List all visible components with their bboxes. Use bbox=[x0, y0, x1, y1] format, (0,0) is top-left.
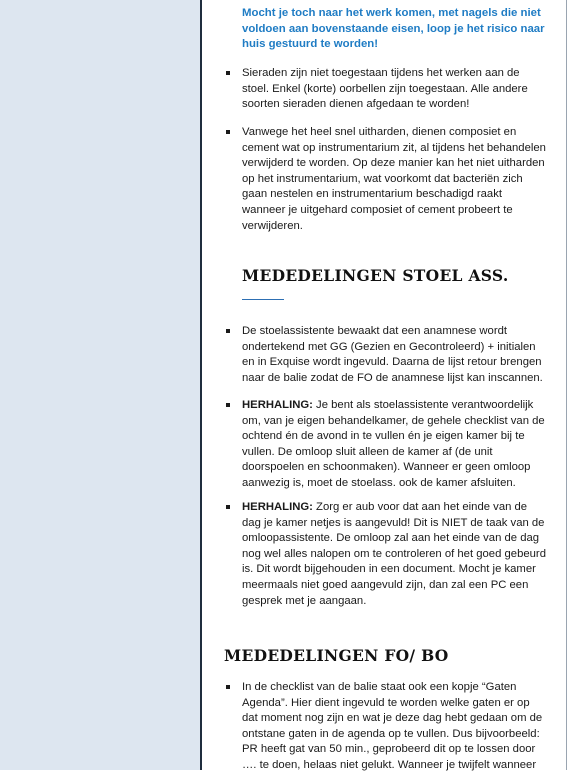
list-item-text: De stoelassistente bewaakt dat een anamnese wordt ondertekend met GG (Gezien en Gecontroleerd) + initialen en in Exquise wordt ingevuld. Daarna de lijst retour brengen naar de balie zodat de FO de anamnese lijst kan inscannen. bbox=[242, 325, 543, 384]
page-edge bbox=[566, 0, 567, 770]
list-item bbox=[226, 398, 548, 492]
herhaling-text: Je bent als stoelassistente verantwoordelijk om, van je eigen behandelkamer, de gehele checklist van de ochtend én de avond in te vullen én je eigen kamer bij te vullen. De omloop sluit alleen de kamer af (de unit doorspoelen en schoonmaken). Wanneer er geen omloop aanwezig is, moet de stoelass. ook de kamer afsluiten. bbox=[242, 399, 545, 489]
left-margin-panel bbox=[0, 0, 200, 770]
section-heading-fo-bo: MEDEDELINGEN FO/ BO bbox=[224, 646, 449, 665]
herhaling-label: HERHALING: bbox=[242, 501, 313, 513]
nail-warning-text: Mocht je toch naar het werk komen, met nagels die niet voldoen aan bovenstaande eisen, loop je het risico naar huis gestuurd te worden! bbox=[242, 7, 545, 51]
bullet-icon bbox=[226, 329, 230, 333]
bullet-icon bbox=[226, 403, 230, 407]
bullet-icon bbox=[226, 505, 230, 509]
list-item bbox=[226, 324, 548, 386]
bullet-icon bbox=[226, 130, 230, 134]
list-item-text: In de checklist van de balie staat ook een kopje “Gaten Agenda”. Hier dient ingevuld te worden welke gaten er op dat moment nog zijn en wat je deze dag hebt gedaan om de ontstane gaten in de agenda op te vullen. Dus bijvoorbeeld: PR heeft gat van 50 min., geprobeerd dit op te lossen door …. te doen, helaas niet gelukt. Wanneer je twijfelt wanneer bbox=[242, 681, 543, 771]
list-item-text bbox=[242, 398, 548, 492]
bullet-icon bbox=[226, 71, 230, 75]
bullet-icon bbox=[226, 685, 230, 689]
list-item-text: Sieraden zijn niet toegestaan tijdens het werken aan de stoel. Enkel (korte) oorbellen zijn toegestaan. Alle andere soorten sieraden dienen afgedaan te worden! bbox=[242, 67, 528, 111]
list-item bbox=[226, 125, 548, 234]
margin-divider bbox=[200, 0, 202, 770]
herhaling-label: HERHALING: bbox=[242, 399, 313, 411]
list-item bbox=[226, 680, 548, 774]
list-item bbox=[226, 66, 548, 113]
herhaling-text: Zorg er aub voor dat aan het einde van de dag je kamer netjes is aangevuld! Dit is NIET de taak van de omloopassistente. De omloop zal aan het einde van de dag nog wel alles nalopen om te controleren of het goed gebeurd is. Dit wordt bijgehouden in een document. Mocht je kamer meermaals niet goed aangevuld zijn, dan zal een PC een gesprek met je aangaan. bbox=[242, 501, 546, 607]
list-item bbox=[226, 500, 548, 609]
heading-underline bbox=[242, 299, 284, 300]
list-item-text: Vanwege het heel snel uitharden, dienen composiet en cement wat op instrumentarium zit, al tijdens het behandelen verwijderd te worden. Op deze manier kan het niet uitharden op het instrumentarium, wat voorkomt dat bacteriën zich gaan nestelen en instrumentarium beschadigd raakt wanneer je uitgehard composiet of cement probeert te verwijderen. bbox=[242, 126, 546, 232]
section-heading-stoel-ass: MEDEDELINGEN STOEL ASS. bbox=[242, 266, 509, 285]
list-item-text bbox=[242, 500, 548, 609]
